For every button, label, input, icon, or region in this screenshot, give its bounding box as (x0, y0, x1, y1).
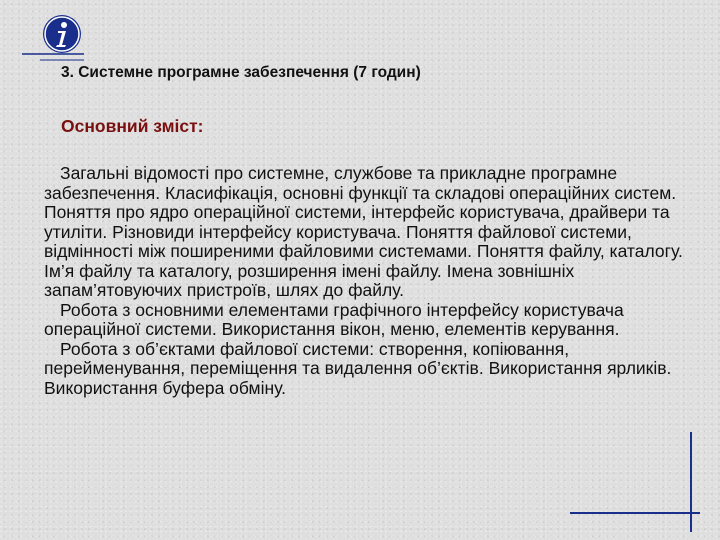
slide-title: 3. Системне програмне забезпечення (7 годин) (61, 64, 421, 81)
corner-lines-decoration (570, 432, 700, 532)
paragraph-1: Загальні відомості про системне, службове та прикладне програмне забезпечення. Класифікація, основні функції та складові операційних систем. Поняття про ядро операційної системи, інтерфейс користувача, драйвери та утиліти. Різновиди інтерфейсу користувача. Поняття файлової системи, відмінності між поширеними файловими системами. Поняття файлу, каталогу. Ім’я файлу та каталогу, розширення імені файлу. Імена зовнішніх запам’ятовуючих пристроїв, шлях до файлу. (44, 163, 683, 300)
slide-body (44, 164, 684, 398)
paragraph-2: Робота з основними елементами графічного інтерфейсу користувача операційної системи. Використання вікон, меню, елементів керування. (44, 299, 624, 339)
slide-subtitle: Основний зміст: (61, 116, 204, 136)
info-icon (22, 12, 92, 64)
paragraph-3: Робота з об’єктами файлової системи: створення, копіювання, перейменування, переміщення та видалення об’єктів. Використання ярликів. Використання буфера обміну. (44, 338, 672, 398)
